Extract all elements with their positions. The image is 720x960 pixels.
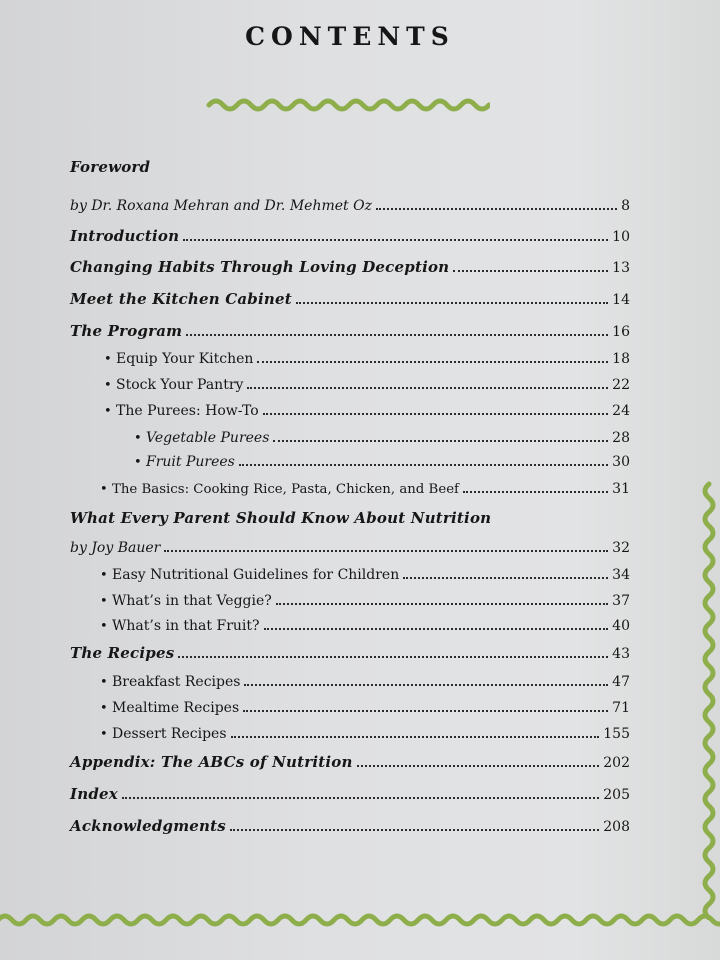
dot-leader bbox=[122, 797, 599, 799]
wave-ornament-top bbox=[205, 94, 490, 116]
toc-entry-nutrition-author: by Joy Bauer 32 bbox=[70, 540, 630, 556]
dot-leader bbox=[276, 603, 608, 605]
bullet-icon: • bbox=[104, 404, 112, 419]
toc-entry-appendix: Appendix: The ABCs of Nutrition 202 bbox=[70, 753, 630, 771]
dot-leader bbox=[257, 361, 608, 363]
toc-entry-breakfast: • Breakfast Recipes 47 bbox=[100, 674, 630, 690]
toc-entry-foreword-authors: by Dr. Roxana Mehran and Dr. Mehmet Oz 8 bbox=[70, 198, 630, 214]
dot-leader bbox=[453, 270, 608, 272]
bullet-icon: • bbox=[104, 352, 112, 367]
bullet-icon: • bbox=[100, 594, 108, 609]
toc-entry-dessert: • Dessert Recipes 155 bbox=[100, 726, 630, 742]
toc-entry-equip-kitchen: • Equip Your Kitchen 18 bbox=[104, 351, 630, 367]
toc-entry-introduction: Introduction 10 bbox=[70, 227, 630, 245]
toc-entry-fruit-purees: • Fruit Purees 30 bbox=[134, 454, 630, 470]
toc-entry-recipes: The Recipes 43 bbox=[70, 644, 630, 662]
dot-leader bbox=[273, 440, 608, 442]
dot-leader bbox=[403, 577, 608, 579]
dot-leader bbox=[239, 464, 608, 466]
toc-entry-guidelines: • Easy Nutritional Guidelines for Children 34 bbox=[100, 567, 630, 583]
dot-leader bbox=[357, 765, 600, 767]
dot-leader bbox=[296, 302, 608, 304]
toc-entry-acknowledgments: Acknowledgments 208 bbox=[70, 817, 630, 835]
page-title: CONTENTS bbox=[245, 22, 455, 51]
bullet-icon: • bbox=[100, 619, 108, 634]
dot-leader bbox=[164, 550, 608, 552]
bullet-icon: • bbox=[134, 455, 142, 470]
bullet-icon: • bbox=[100, 568, 108, 583]
dot-leader bbox=[178, 656, 608, 658]
toc-entry-fruit: • What’s in that Fruit? 40 bbox=[100, 618, 630, 634]
dot-leader bbox=[264, 628, 609, 630]
bullet-icon: • bbox=[100, 727, 108, 742]
toc-entry-index: Index 205 bbox=[70, 785, 630, 803]
wave-border-bottom bbox=[0, 908, 720, 932]
toc-entry-kitchen-cabinet: Meet the Kitchen Cabinet 14 bbox=[70, 290, 630, 308]
toc-entry-vegetable-purees: • Vegetable Purees 28 bbox=[134, 430, 630, 446]
wave-border-right bbox=[698, 480, 720, 920]
toc-entry-foreword: Foreword bbox=[70, 158, 151, 176]
toc-entry-stock-pantry: • Stock Your Pantry 22 bbox=[104, 377, 630, 393]
bullet-icon: • bbox=[100, 701, 108, 716]
bullet-icon: • bbox=[134, 431, 142, 446]
dot-leader bbox=[463, 491, 608, 493]
bullet-icon: • bbox=[104, 378, 112, 393]
toc-entry-changing-habits: Changing Habits Through Loving Deception 13 bbox=[70, 258, 630, 276]
dot-leader bbox=[231, 736, 600, 738]
toc-entry-veggie: • What’s in that Veggie? 37 bbox=[100, 593, 630, 609]
toc-entry-mealtime: • Mealtime Recipes 71 bbox=[100, 700, 630, 716]
dot-leader bbox=[186, 334, 608, 336]
toc-entry-nutrition: What Every Parent Should Know About Nutrition bbox=[70, 509, 492, 527]
dot-leader bbox=[183, 239, 608, 241]
toc-entry-program: The Program 16 bbox=[70, 322, 630, 340]
bullet-icon: • bbox=[100, 482, 108, 497]
dot-leader bbox=[243, 710, 608, 712]
dot-leader bbox=[230, 829, 599, 831]
dot-leader bbox=[244, 684, 608, 686]
dot-leader bbox=[247, 387, 608, 389]
toc-entry-basics: • The Basics: Cooking Rice, Pasta, Chicken, and Beef 31 bbox=[100, 481, 630, 497]
bullet-icon: • bbox=[100, 675, 108, 690]
toc-entry-purees-how-to: • The Purees: How-To 24 bbox=[104, 403, 630, 419]
dot-leader bbox=[376, 208, 617, 210]
dot-leader bbox=[263, 413, 608, 415]
